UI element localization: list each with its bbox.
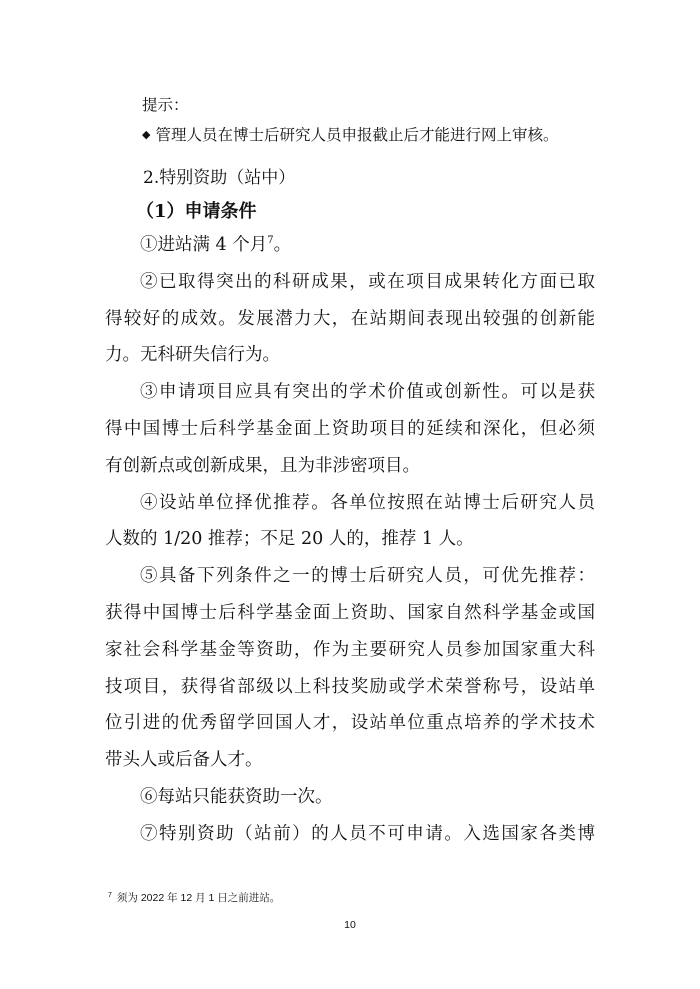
condition-3-line-3: 有创新点或创新成果，且为非涉密项目。 (105, 455, 420, 476)
condition-3-line-2: 得中国博士后科学基金面上资助项目的延续和深化，但必须 (105, 418, 595, 439)
condition-1-text-end: 。 (273, 235, 292, 255)
condition-4-line-1: ④设站单位择优推荐。各单位按照在站博士后研究人员 (140, 492, 595, 513)
tip-item (142, 124, 558, 146)
diamond-bullet-icon: ◆ (142, 128, 151, 141)
condition-3-line-1: ③申请项目应具有突出的学术价值或创新性。可以是获 (140, 382, 595, 403)
conditions-body (105, 227, 595, 853)
page-number: 10 (344, 919, 356, 931)
condition-1-line-1 (105, 227, 595, 264)
condition-7-line-1: ⑦特别资助（站前）的人员不可申请。入选国家各类博 (140, 823, 595, 844)
footnote-marker: 7 (108, 892, 112, 899)
footnote (108, 891, 280, 905)
condition-5-line-2: 获得中国博士后科学基金面上资助、国家自然科学基金或国 (105, 602, 595, 623)
footnote-reference: 7 (267, 235, 274, 246)
condition-6-line-1: ⑥每站只能获资助一次。 (140, 786, 333, 807)
condition-2-line-1: ②已取得突出的科研成果，或在项目成果转化方面已取 (140, 271, 595, 292)
condition-2-line-2: 得较好的成效。发展潜力大，在站期间表现出较强的创新能 (105, 308, 595, 329)
subsection-heading: （1）申请条件 (136, 201, 257, 222)
section-heading: 2.特别资助（站中） (143, 168, 296, 188)
condition-5-line-4: 技项目，获得省部级以上科技奖励或学术荣誉称号，设站单 (105, 676, 595, 697)
condition-5-line-3: 家社会科学基金等资助，作为主要研究人员参加国家重大科 (105, 639, 595, 660)
condition-4-line-2: 人数的 1/20 推荐；不足 20 人的，推荐 1 人。 (105, 529, 474, 550)
condition-1-text: ①进站满 4 个月 (140, 235, 268, 255)
condition-2-line-3: 力。无科研失信行为。 (105, 345, 280, 366)
tip-text: 管理人员在博士后研究人员申报截止后才能进行网上审核。 (155, 126, 559, 144)
condition-5-line-1: ⑤具备下列条件之一的博士后研究人员，可优先推荐： (140, 566, 595, 587)
condition-5-line-6: 带头人或后备人才。 (105, 750, 263, 771)
tip-label: 提示： (142, 96, 189, 114)
footnote-text: 须为 2022 年 12 月 1 日之前进站。 (116, 892, 281, 904)
condition-5-line-5: 位引进的优秀留学回国人才，设站单位重点培养的学术技术 (105, 713, 595, 734)
